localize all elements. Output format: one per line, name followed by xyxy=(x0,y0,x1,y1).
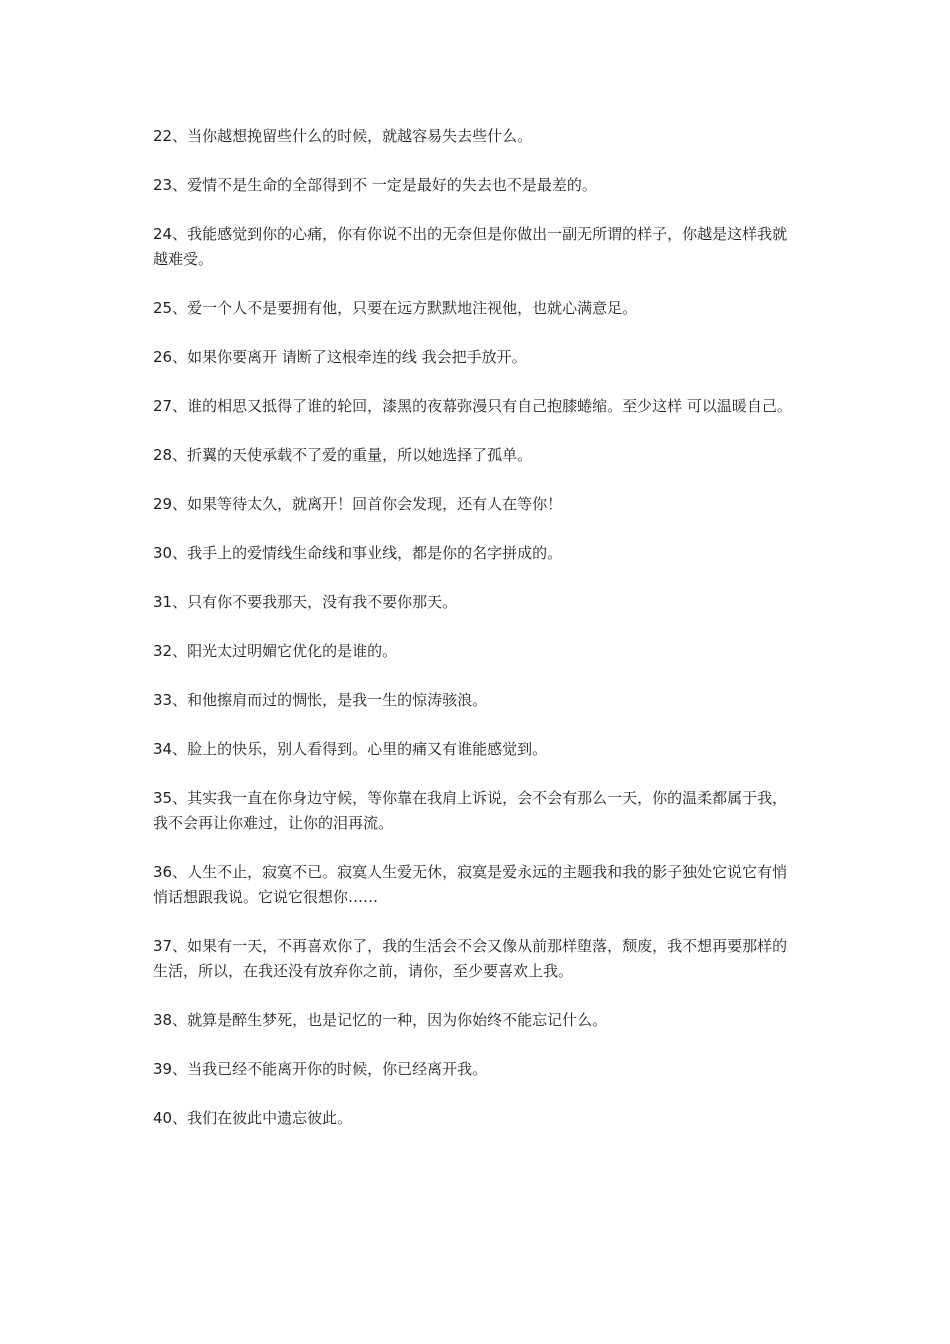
paragraph-25: 25、爱一个人不是要拥有他，只要在远方默默地注视他，也就心满意足。 xyxy=(153,299,638,317)
paragraph-36: 36、人生不止，寂寞不已。寂寞人生爱无休，寂寞是爱永远的主题我和我的影子独处它说它有悄悄话想跟我说。它说它很想你…… xyxy=(153,863,788,906)
paragraph-33: 33、和他擦肩而过的惆怅，是我一生的惊涛骇浪。 xyxy=(153,691,488,709)
paragraph-30: 30、我手上的爱情线生命线和事业线，都是你的名字拼成的。 xyxy=(153,544,563,562)
paragraph-22: 22、当你越想挽留些什么的时候，就越容易失去些什么。 xyxy=(153,127,533,145)
paragraph-24: 24、我能感觉到你的心痛，你有你说不出的无奈但是你做出一副无所谓的样子，你越是这样我就越难受。 xyxy=(153,225,788,268)
paragraph-28: 28、折翼的天使承载不了爱的重量，所以她选择了孤单。 xyxy=(153,446,533,464)
paragraph-38: 38、就算是醉生梦死，也是记忆的一种，因为你始终不能忘记什么。 xyxy=(153,1011,608,1029)
paragraph-39: 39、当我已经不能离开你的时候，你已经离开我。 xyxy=(153,1060,488,1078)
paragraph-40: 40、我们在彼此中遗忘彼此。 xyxy=(153,1109,353,1127)
paragraph-34: 34、脸上的快乐，别人看得到。心里的痛又有谁能感觉到。 xyxy=(153,740,548,758)
paragraph-37: 37、如果有一天，不再喜欢你了，我的生活会不会又像从前那样堕落，颓废，我不想再要那样的生活，所以，在我还没有放弃你之前，请你，至少要喜欢上我。 xyxy=(153,937,788,980)
paragraph-23: 23、爱情不是生命的全部得到不 一定是最好的失去也不是最差的。 xyxy=(153,176,597,194)
paragraph-29: 29、如果等待太久，就离开！回首你会发现，还有人在等你！ xyxy=(153,495,563,513)
paragraph-27: 27、谁的相思又抵得了谁的轮回，漆黑的夜幕弥漫只有自己抱膝蜷缩。至少这样 可以温暖自己。 xyxy=(153,397,792,415)
paragraph-26: 26、如果你要离开 请断了这根牵连的线 我会把手放开。 xyxy=(153,348,527,366)
paragraph-32: 32、阳光太过明媚它优化的是谁的。 xyxy=(153,642,398,660)
document-body xyxy=(153,124,798,1155)
paragraph-35: 35、其实我一直在你身边守候，等你靠在我肩上诉说，会不会有那么一天，你的温柔都属于我，我不会再让你难过，让你的泪再流。 xyxy=(153,789,788,832)
paragraph-31: 31、只有你不要我那天，没有我不要你那天。 xyxy=(153,593,458,611)
